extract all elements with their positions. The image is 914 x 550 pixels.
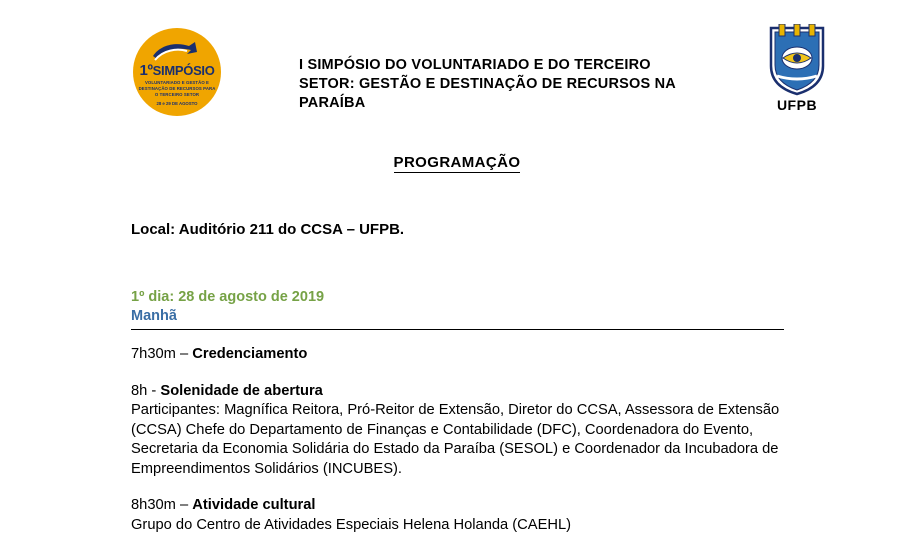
schedule-item-head — [131, 382, 791, 402]
ufpb-shield-icon — [767, 24, 827, 96]
swoosh-icon — [151, 40, 203, 62]
venue-line: Local: Auditório 211 do CCSA – UFPB. — [131, 221, 405, 238]
schedule-item-separator: – — [175, 346, 193, 362]
schedule-item — [131, 496, 791, 535]
document-header — [0, 22, 914, 132]
schedule-item-time: 8h — [131, 382, 148, 399]
simposio-logo-subtitle: VOLUNTARIADO E GESTÃO E DESTINAÇÃO DE RECURSOS PARA O TERCEIRO SETOR — [138, 80, 216, 97]
page-title — [0, 154, 914, 171]
schedule-list — [131, 345, 791, 535]
simposio-logo-ordinal: 1º — [139, 62, 153, 79]
day-divider — [131, 329, 784, 330]
schedule-item-separator: – — [175, 497, 193, 513]
schedule-item-time: 8h30m — [131, 497, 176, 513]
simposio-logo-circle — [133, 28, 221, 116]
event-title: I SIMPÓSIO DO VOLUNTARIADO E DO TERCEIRO SETOR: GESTÃO E DESTINAÇÃO DE RECURSOS NA PARAÍBA — [299, 57, 676, 111]
ufpb-logo-label: UFPB — [776, 97, 818, 113]
ufpb-logo — [757, 24, 837, 113]
simposio-logo — [131, 26, 223, 118]
simposio-logo-word: SIMPÓSIO — [152, 63, 215, 78]
day-label: 1º dia: 28 de agosto de 2019 — [131, 289, 325, 305]
schedule-item-time: 7h30m — [131, 346, 176, 362]
schedule-item-name: Atividade cultural — [192, 497, 316, 513]
schedule-item-separator: - — [147, 382, 161, 399]
page-title-text: PROGRAMAÇÃO — [393, 154, 521, 171]
simposio-logo-title — [133, 62, 221, 79]
schedule-item-description: Grupo do Centro de Atividades Especiais Helena Holanda (CAEHL) — [131, 516, 572, 533]
schedule-item-name: Solenidade de abertura — [160, 382, 323, 399]
day-shift-label: Manhã — [131, 308, 177, 324]
schedule-item — [131, 345, 791, 365]
schedule-item-name: Credenciamento — [192, 346, 308, 362]
day-header — [131, 288, 784, 330]
schedule-item — [131, 382, 791, 480]
simposio-logo-date: 28 e 29 DE AGOSTO — [156, 101, 198, 106]
schedule-item-head — [131, 345, 791, 365]
schedule-item-head — [131, 496, 791, 516]
schedule-item-description: Participantes: Magnífica Reitora, Pró-Reitor de Extensão, Diretor do CCSA, Assessora de Extensão (CCSA) Chefe do Departamento de Finanças e Contabilidade (DFC), Coordenadora do Evento, Secretaria da Economia Solidária do Estado da Paraíba (SESOL) e Coordenador da Incubadora de Empreendimentos Solidários (INCUBES). — [131, 402, 780, 477]
